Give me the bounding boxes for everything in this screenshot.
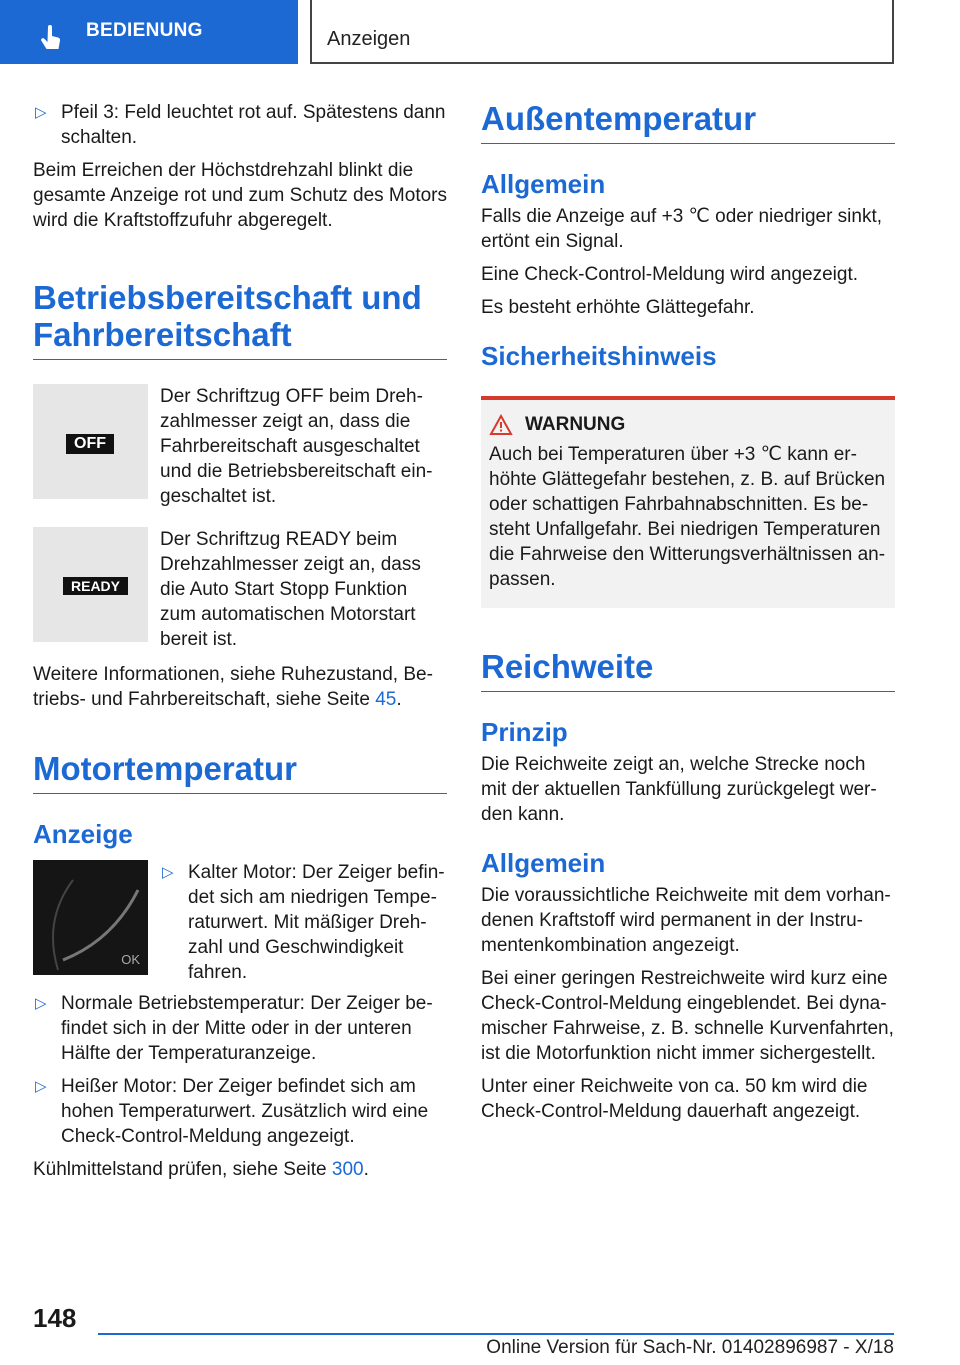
dial-figure-row bbox=[33, 860, 447, 985]
coolant-text: Kühlmittelstand prüfen, siehe Seite bbox=[33, 1159, 327, 1180]
paragraph: Die voraussichtliche Reichweite mit dem vorhandenen Kraftstoff wird permanent in der Instrumentenkombination angezeigt. bbox=[481, 885, 891, 956]
footer-note: Online Version für Sach-Nr. 01402896987 - X/18 bbox=[486, 1337, 894, 1358]
page-link-300[interactable]: 300 bbox=[331, 1159, 364, 1180]
list-item: ▷ Kalter Motor: Der Zeiger befindet sich am niedrigen Temperaturwert. Mit mäßiger Drehzahl und Geschwindigkeit fahren. bbox=[160, 860, 447, 985]
list-item: ▷ Heißer Motor: Der Zeiger befindet sich am hohen Temperaturwert. Zusätzlich wird eine Check-Control-Meldung angezeigt. bbox=[33, 1074, 447, 1149]
coolant-paragraph: Kühlmittelstand prüfen, siehe Seite 300. bbox=[33, 1159, 369, 1180]
heading-principle: Prinzip bbox=[481, 717, 568, 747]
section-label: BEDIENUNG bbox=[86, 20, 203, 41]
ready-badge: READY bbox=[63, 577, 128, 595]
paragraph: Falls die Anzeige auf +3 ℃ oder niedriger sinkt, ertönt ein Signal. bbox=[481, 206, 883, 252]
ready-display-image bbox=[33, 527, 148, 642]
off-display-image bbox=[33, 384, 148, 499]
warning-title: WARNUNG bbox=[525, 414, 626, 435]
warning-header bbox=[489, 414, 887, 436]
list-item: ▷ Pfeil 3: Feld leuchtet rot auf. Spätestens dann schalten. bbox=[33, 100, 447, 150]
ready-description: Der Schriftzug READY beim Drehzahlmesser zeigt an, dass die Auto Start Stopp Funktion zum automatischen Motorstart bereit ist. bbox=[160, 529, 421, 650]
paragraph: Die Reichweite zeigt an, welche Strecke noch mit der aktuellen Tankfüllung zurückgelegt werden kann. bbox=[481, 754, 877, 825]
paragraph: Unter einer Reichweite von ca. 50 km wird die Check-Control-Meldung dauerhaft angezeigt. bbox=[481, 1076, 868, 1122]
off-badge: OFF bbox=[66, 434, 114, 454]
heading-general-2: Allgemein bbox=[481, 848, 606, 878]
warning-box bbox=[481, 396, 895, 608]
temperature-gauge-image bbox=[33, 860, 148, 975]
warning-triangle-icon bbox=[489, 414, 513, 436]
page-header bbox=[0, 0, 960, 66]
heading-display: Anzeige bbox=[33, 819, 133, 849]
page-number: 148 bbox=[33, 1303, 77, 1333]
section-tab bbox=[0, 0, 298, 64]
left-column bbox=[33, 100, 447, 1190]
footer-rule bbox=[98, 1333, 894, 1335]
info-paragraph: Weitere Informationen, siehe Ruhezustand, Betriebs- und Fahrbereitschaft, siehe Seite 45. bbox=[33, 664, 433, 710]
list-item: ▷ Normale Betriebstemperatur: Der Zeiger befindet sich in der Mitte oder in der unteren Hälfte der Temperaturanzeige. bbox=[33, 991, 447, 1066]
paragraph: Eine Check-Control-Meldung wird angezeigt. bbox=[481, 264, 859, 285]
heading-safety: Sicherheitshinweis bbox=[481, 341, 717, 371]
heading-range: Reichweite bbox=[481, 648, 895, 692]
heading-general: Allgemein bbox=[481, 169, 606, 199]
page-link-45[interactable]: 45 bbox=[375, 689, 397, 710]
page-footer bbox=[0, 1295, 960, 1365]
ready-figure-row bbox=[33, 527, 447, 652]
hand-pointer-icon bbox=[40, 25, 62, 51]
paragraph: Bei einer geringen Restreichweite wird kurz eine Check-Control-Meldung eingeblendet. Bei dynamischer Fahrweise, z. B. schnelle Kurvenfahrten, ist die Motorfunktion nicht immer sichergestellt. bbox=[481, 968, 894, 1064]
right-column bbox=[481, 100, 895, 1132]
gauge-ok-label: OK bbox=[121, 952, 140, 967]
paragraph: Es besteht erhöhte Glättegefahr. bbox=[481, 297, 755, 318]
off-description: Der Schriftzug OFF beim Drehzahlmesser zeigt an, dass die Fahrbereitschaft ausgeschaltet und die Betriebsbereitschaft eingeschaltet ist. bbox=[160, 386, 433, 507]
subsection-label: Anzeigen bbox=[327, 28, 411, 50]
heading-readiness: Betriebsbereitschaft und Fahrbereitschaft bbox=[33, 279, 447, 360]
info-text: Weitere Informationen, siehe Ruhezustand, Betriebs- und Fahrbereitschaft, siehe Seite bbox=[33, 664, 433, 710]
subsection-box bbox=[310, 0, 894, 64]
warning-text: Auch bei Temperaturen über +3 ℃ kann erhöhte Glättegefahr bestehen, z. B. auf Brücken oder schattigen Fahrbahnabschnitten. Es besteht Unfallgefahr. Bei niedrigen Temperaturen die Fahrweise den Witterungsverhältnissen anpassen. bbox=[489, 444, 886, 590]
heading-engine-temp: Motortemperatur bbox=[33, 750, 447, 794]
paragraph: Beim Erreichen der Höchstdrehzahl blinkt die gesamte Anzeige rot und zum Schutz des Motors wird die Kraftstoffzufuhr abgeregelt. bbox=[33, 160, 447, 231]
off-figure-row bbox=[33, 384, 447, 509]
heading-outside-temp: Außentemperatur bbox=[481, 100, 895, 144]
